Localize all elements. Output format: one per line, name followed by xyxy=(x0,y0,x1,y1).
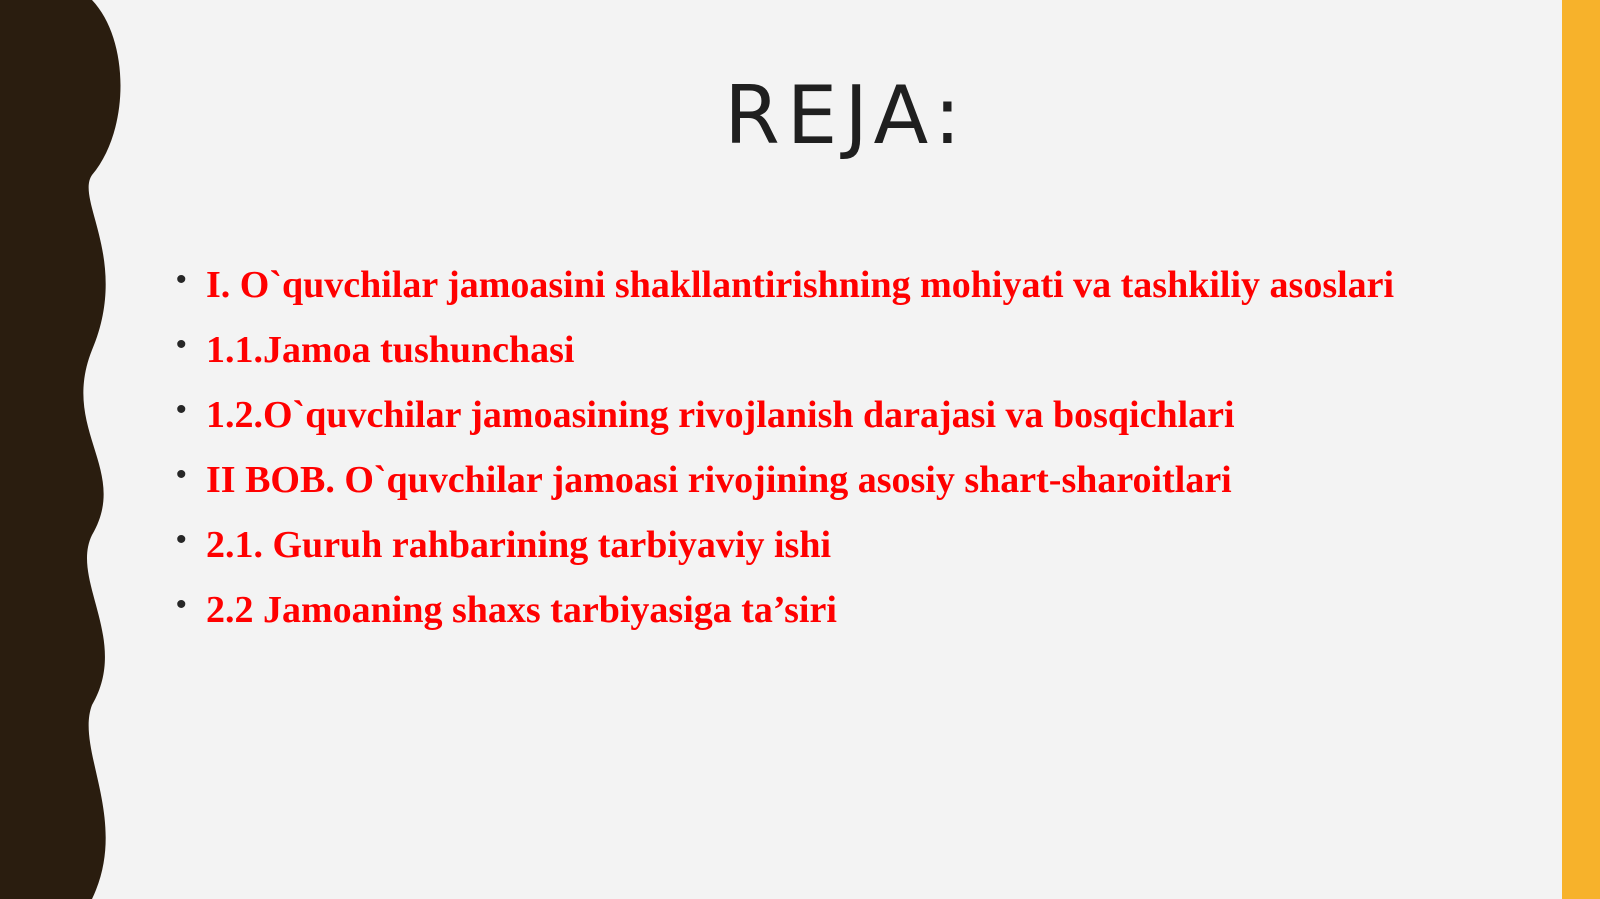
list-item-text: II BOB. O`quvchilar jamoasi rivojining asosiy shart-sharoitlari xyxy=(206,459,1232,501)
list-item xyxy=(176,583,1396,637)
list-item-text: 2.2 Jamoaning shaxs tarbiyasiga ta’siri xyxy=(206,589,837,631)
list-item xyxy=(176,453,1396,507)
right-accent-bar xyxy=(1562,0,1600,899)
list-item-text: 1.1.Jamoa tushunchasi xyxy=(206,329,575,371)
bullet-icon: • xyxy=(176,588,187,621)
bullet-icon: • xyxy=(176,458,187,491)
list-item-text: I. O`quvchilar jamoasini shakllantirishning mohiyati va tashkiliy asoslari xyxy=(206,264,1395,306)
bullet-icon: • xyxy=(176,263,187,296)
bullet-icon: • xyxy=(176,393,187,426)
list-item-text: 1.2.O`quvchilar jamoasining rivojlanish darajasi va bosqichlari xyxy=(206,394,1235,436)
list-item xyxy=(176,258,1396,312)
list-item xyxy=(176,518,1396,572)
bullet-icon: • xyxy=(176,328,187,361)
list-item xyxy=(176,323,1396,377)
bullet-list xyxy=(176,258,1396,648)
left-wave-decoration xyxy=(0,0,130,899)
slide-title: REJA: xyxy=(724,69,968,162)
list-item-text: 2.1. Guruh rahbarining tarbiyaviy ishi xyxy=(206,524,832,566)
list-item xyxy=(176,388,1396,442)
bullet-icon: • xyxy=(176,523,187,556)
